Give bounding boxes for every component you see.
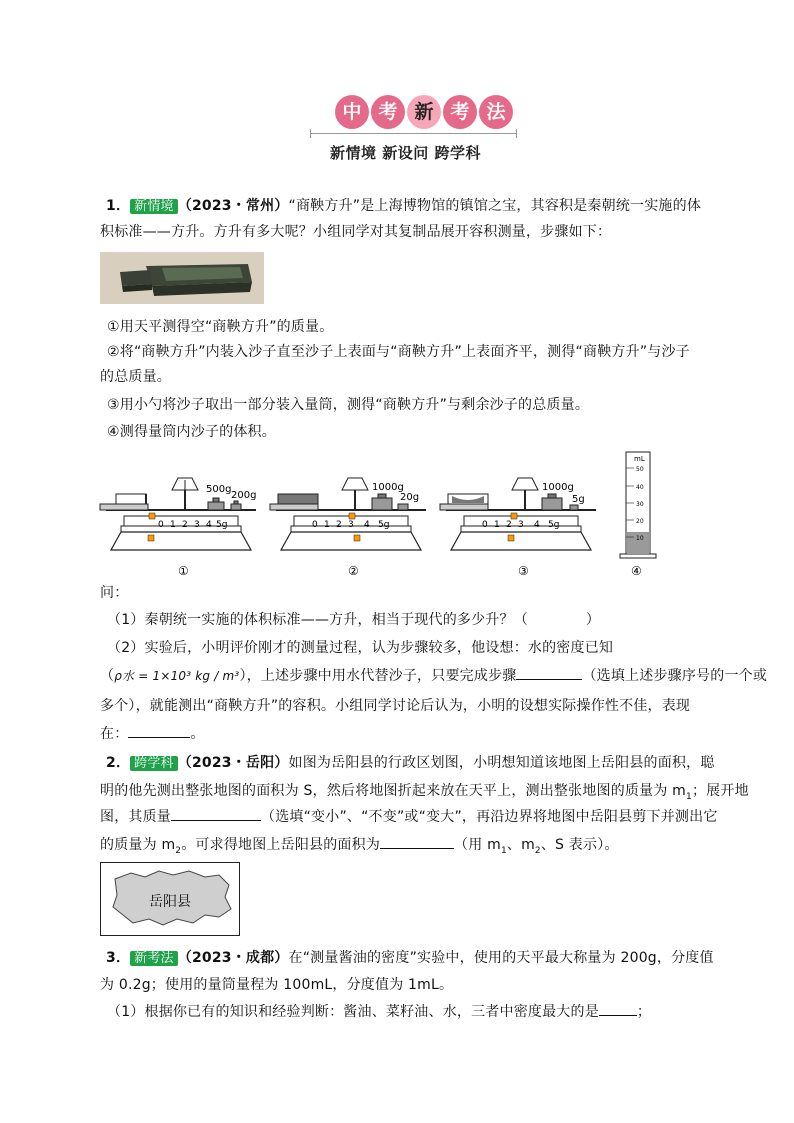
- q2-line4-c-sub: 1: [500, 845, 507, 856]
- q1-line2: 积标准——方升。方升有多大呢？小组同学对其复制品展开容积测量，步骤如下：: [100, 224, 612, 240]
- q1-sub2-line2: [100, 665, 767, 687]
- svg-text:40: 40: [636, 484, 644, 491]
- balance-1-label: ①: [178, 564, 189, 578]
- q3-sub1-b: ；: [636, 1004, 652, 1020]
- svg-text:4: 4: [534, 520, 540, 530]
- q3-line1: [100, 947, 714, 970]
- svg-text:3: 3: [194, 520, 200, 530]
- header-subtitle: 新情境 新设问 跨学科: [330, 144, 481, 162]
- q1-sub2-line2-a: ，上述步骤中用水代替沙子，只要完成步骤: [246, 668, 517, 684]
- q2-line4-c: （用 m: [454, 837, 501, 853]
- svg-text:2: 2: [336, 520, 342, 530]
- q1-sub2-line1: （2）实验后，小明评价刚才的测量过程，认为步骤较多，他设想：水的密度已知: [107, 640, 614, 656]
- svg-text:2: 2: [182, 520, 188, 530]
- cylinder-unit: mL: [634, 455, 645, 463]
- svg-text:2: 2: [506, 520, 512, 530]
- svg-text:5g: 5g: [216, 520, 228, 530]
- svg-text:50: 50: [636, 466, 644, 473]
- balance-3: [440, 478, 596, 578]
- q2-source: （2023・岳阳）: [177, 755, 289, 771]
- svg-text:5g: 5g: [548, 520, 560, 530]
- q2-area-blank[interactable]: [380, 834, 454, 849]
- q1-sub2-line4-a: 在：: [100, 726, 129, 742]
- balance-2-weight-a: 1000g: [372, 482, 404, 493]
- q2-line2-sub: 1: [686, 791, 692, 802]
- q1-line1: [100, 195, 701, 218]
- header-banner: [335, 95, 535, 135]
- q1-step2-line1: ②将“商鞅方升”内装入沙子直至沙子上表面与“商鞅方升”上表面齐平，测得“商鞅方升”与沙子: [107, 344, 690, 360]
- q1-tag: 新情境: [130, 199, 178, 214]
- q1-sub2-line4: [100, 723, 205, 745]
- q2-number: 2．: [106, 755, 131, 771]
- balance-3-label: ③: [518, 564, 529, 578]
- balance-1-weight-a: 500g: [206, 484, 232, 495]
- header-char-2: 考: [371, 95, 405, 129]
- q1-steps-blank[interactable]: [516, 665, 582, 680]
- balance-2: [270, 478, 426, 578]
- q1-sub1-close: ）: [585, 612, 601, 628]
- yueyang-map: [100, 862, 240, 936]
- svg-text:3: 3: [348, 520, 354, 530]
- q3-source: （2023・成都）: [177, 950, 289, 966]
- svg-text:0: 0: [482, 520, 488, 530]
- svg-text:20: 20: [636, 518, 644, 525]
- q1-step3: ③用小勺将沙子取出一部分装入量筒，测得“商鞅方升”与剩余沙子的总质量。: [107, 397, 590, 413]
- q2-line4-sub: 2: [175, 845, 182, 856]
- q2-line2-b: ；展开地: [691, 783, 749, 799]
- q2-line2: [100, 780, 749, 808]
- q1-source: （2023・常州）: [177, 198, 289, 214]
- q2-line4-d: 、m: [506, 837, 535, 853]
- header-divider: [310, 133, 517, 134]
- header-divider-left-tick: [310, 129, 311, 138]
- q1-sub2-line3: 多个），就能测出“商鞅方升”的容积。小组同学讨论后认为，小明的设想实际操作性不佳，表现: [100, 698, 691, 714]
- q1-step1: ①用天平测得空“商鞅方升”的质量。: [107, 319, 334, 335]
- map-label: 岳阳县: [149, 894, 191, 910]
- q1-water-density: ρ水 = 1×10³ kg / m³: [114, 669, 240, 683]
- q3-tag: 新考法: [130, 951, 178, 966]
- q2-mass-change-blank[interactable]: [171, 806, 261, 821]
- q2-line1-text: 如图为岳阳县的行政区划图，小明想知道该地图上岳阳县的面积，聪: [288, 755, 715, 771]
- svg-text:1: 1: [324, 520, 330, 530]
- shang-yang-fangsheng-photo: [100, 252, 264, 304]
- balance-3-weight-b: 5g: [572, 494, 585, 505]
- q2-line3-b: （选填“变小”、“不变”或“变大”，再沿边界将地图中岳阳县剪下并测出它: [261, 809, 718, 825]
- q2-line4: [100, 834, 619, 862]
- q1-sub2-line4-b: 。: [190, 726, 205, 742]
- q1-intro-1: “商鞅方升”是上海博物馆的镇馆之宝，其容积是秦朝统一实施的体: [288, 198, 702, 214]
- q1-step4: ④测得量筒内沙子的体积。: [107, 424, 276, 440]
- q1-sub1: [107, 609, 600, 631]
- q2-line1: [100, 752, 715, 775]
- q3-densest-blank[interactable]: [599, 1001, 637, 1016]
- q1-reason-blank[interactable]: [128, 723, 190, 738]
- header-char-1: 中: [335, 95, 369, 129]
- q3-line2: 为 0.2g；使用的量筒量程为 100mL，分度值为 1mL。: [100, 977, 454, 993]
- svg-text:5g: 5g: [378, 520, 390, 530]
- q3-line1-text: 在“测量酱油的密度”实验中，使用的天平最大称量为 200g，分度值: [288, 950, 714, 966]
- q2-line3-a: 图，其质量: [100, 809, 171, 825]
- graduated-cylinder: [620, 452, 656, 578]
- q2-line4-b: 。可求得地图上岳阳县的面积为: [181, 837, 381, 853]
- svg-text:1: 1: [170, 520, 176, 530]
- svg-text:10: 10: [636, 535, 644, 542]
- svg-text:4: 4: [364, 520, 370, 530]
- q1-step2-line2: 的总质量。: [100, 369, 171, 385]
- svg-text:4: 4: [206, 520, 212, 530]
- header-char-3: 新: [407, 95, 441, 129]
- balance-2-weight-b: 20g: [400, 492, 420, 503]
- q1-ask: 问：: [100, 585, 129, 601]
- svg-text:3: 3: [518, 520, 524, 530]
- svg-text:0: 0: [158, 520, 164, 530]
- q3-sub1-a: （1）根据你已有的知识和经验判断：酱油、菜籽油、水，三者中密度最大的是: [107, 1004, 599, 1020]
- svg-text:1: 1: [494, 520, 500, 530]
- q3-sub1: [107, 1001, 651, 1023]
- q1-number: 1．: [106, 198, 131, 214]
- balance-1-weight-b: 200g: [231, 490, 257, 501]
- header-divider-right-tick: [516, 129, 517, 138]
- q3-number: 3．: [106, 950, 131, 966]
- svg-text:30: 30: [636, 501, 644, 508]
- header-char-4: 考: [443, 95, 477, 129]
- q1-sub2-line2-b: （选填上述步骤序号的一个或: [582, 668, 768, 684]
- q1-sub2-paren-close: ）: [239, 668, 247, 684]
- balance-figures: [96, 450, 696, 580]
- q1-sub2-paren-open: （: [100, 668, 115, 684]
- q1-sub1-text: （1）秦朝统一实施的体积标准——方升，相当于现代的多少升？（: [107, 612, 528, 628]
- q2-line4-a: 的质量为 m: [100, 837, 176, 853]
- header-char-5: 法: [479, 95, 513, 129]
- svg-text:0: 0: [312, 520, 318, 530]
- balance-3-weight-a: 1000g: [542, 482, 574, 493]
- cylinder-label: ④: [631, 564, 642, 578]
- q2-line3: [100, 806, 718, 828]
- balance-1: [100, 478, 256, 578]
- q2-line4-d-sub: 2: [534, 845, 541, 856]
- q2-line4-e: 、S 表示）。: [540, 837, 619, 853]
- q2-tag: 跨学科: [130, 756, 178, 771]
- q2-line2-a: 明的他先测出整张地图的面积为 S，然后将地图折起来放在天平上，测出整张地图的质量为 m: [100, 783, 687, 799]
- balance-2-label: ②: [348, 564, 359, 578]
